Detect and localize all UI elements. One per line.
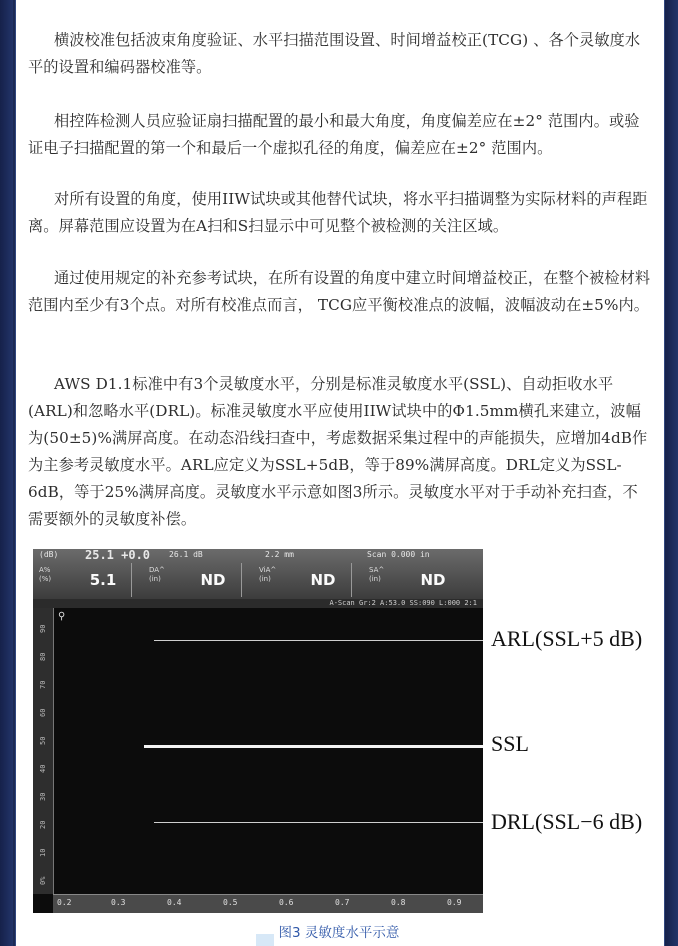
y-tick: 90: [39, 624, 47, 633]
x-tick: 0.8: [391, 898, 406, 907]
y-tick: 80: [39, 652, 47, 661]
paragraph-5: AWS D1.1标准中有3个灵敏度水平，分别是标准灵敏度水平(SSL)、自动拒收水平(ARL)和忽略水平(DRL)。标准灵敏度水平应使用IIW试块中的Φ1.5mm横孔来建立，波幅为(50±5)%满屏高度。在动态沿线扫查中，考虑数据采集过程中的声能损失，应增加4dB作为主参考灵敏度水平。ARL应定义为SSL+5dB，等于89%满屏高度。DRL定义为SSL-6dB，等于25%满屏高度。灵敏度水平示意如图3所示。灵敏度水平对于手动补充扫查，不需要额外的灵敏度补偿。: [28, 375, 648, 528]
y-tick: 30: [39, 792, 47, 801]
x-tick: 0.2: [57, 898, 72, 907]
y-tick: 60: [39, 708, 47, 717]
ascan-plot-area: [54, 608, 483, 894]
scope-status-strip: [33, 599, 483, 608]
paragraph-1: 横波校准包括波束角度验证、水平扫描范围设置、时间增益校正(TCG) 、各个灵敏度水平的设置和编码器校准等。: [28, 31, 641, 76]
page-frame-right: [665, 0, 678, 946]
reading-depth: DA^ (in) ND: [143, 563, 242, 597]
y-tick: 20: [39, 820, 47, 829]
reading-slots: [33, 563, 483, 599]
page-frame-left: [0, 0, 13, 946]
x-tick: 0.9: [447, 898, 462, 907]
reading-amplitude: A% (%) 5.1: [33, 563, 132, 597]
x-tick: 0.3: [111, 898, 126, 907]
gain-unit: (dB): [39, 550, 59, 559]
y-tick: 50: [39, 736, 47, 745]
paragraph-3: 对所有设置的角度，使用IIW试块或其他替代试块，将水平扫描调整为实际材料的声程距离。屏幕范围应设置为在A扫和S扫显示中可见整个被检测的关注区域。: [28, 190, 648, 235]
scope-header: [33, 549, 483, 600]
scope-topline: [33, 549, 483, 563]
soundpath-axis: [53, 894, 483, 913]
y-tick: 70: [39, 680, 47, 689]
y-tick: 0%: [39, 876, 47, 885]
range-readout: 2.2 mm: [265, 550, 294, 559]
x-tick: 0.5: [223, 898, 238, 907]
x-tick: 0.6: [279, 898, 294, 907]
figure-caption: 图3 灵敏度水平示意: [278, 925, 400, 941]
ref-gain: 26.1 dB: [169, 550, 203, 559]
scan-readout: Scan 0.000 in: [367, 550, 430, 559]
gate-line-ssl: [144, 745, 483, 748]
gate-line-arl: [154, 640, 483, 641]
label-drl: DRL(SSL−6 dB): [491, 809, 643, 834]
reading-soundpath: SA^ (in) ND: [369, 566, 446, 589]
gate-line-drl: [154, 822, 483, 823]
ascan-screenshot: [33, 549, 483, 913]
amplitude-axis: [33, 608, 54, 894]
label-arl: ARL(SSL+5 dB): [491, 626, 643, 651]
reading-volumetric: ViA^ (in) ND: [253, 563, 352, 597]
article-page: [15, 0, 665, 946]
zoom-icon: ⚲: [58, 611, 66, 622]
x-tick: 0.4: [167, 898, 182, 907]
y-tick: 10: [39, 848, 47, 857]
scope-status-text: A-Scan Gr:2 A:53.0 SS:090 L:000 2:1: [329, 599, 477, 607]
x-tick: 0.7: [335, 898, 350, 907]
paragraph-2: 相控阵检测人员应验证扇扫描配置的最小和最大角度，角度偏差应在±2° 范围内。或验证电子扫描配置的第一个和最后一个虚拟孔径的角度，偏差应在±2° 范围内。: [28, 112, 640, 157]
gain-value: 25.1 +0.0: [85, 549, 151, 562]
label-ssl: SSL: [491, 731, 529, 756]
y-tick: 40: [39, 764, 47, 773]
paragraph-4: 通过使用规定的补充参考试块，在所有设置的角度中建立时间增益校正，在整个被检材料范围内至少有3个点。对所有校准点而言， TCG应平衡校准点的波幅，波幅波动在±5%内。: [28, 269, 651, 314]
